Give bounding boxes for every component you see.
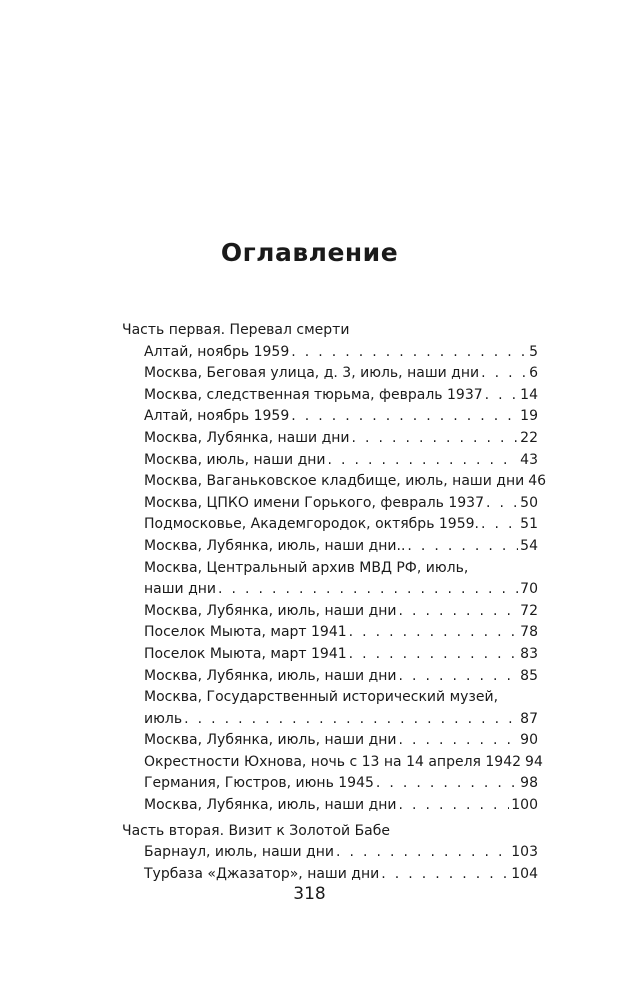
entry-title: Москва, Лубянка, июль, наши дни xyxy=(144,667,397,684)
toc-entry xyxy=(122,471,547,493)
toc-entry xyxy=(122,752,543,774)
entry-title: Москва, июль, наши дни xyxy=(144,451,326,468)
entry-page: 5 xyxy=(529,343,538,360)
entry-page: 78 xyxy=(520,624,538,641)
entry-title-line2: июль xyxy=(144,710,183,727)
toc-entry xyxy=(122,558,538,601)
entry-title: Германия, Гюстров, июнь 1945 xyxy=(144,775,374,792)
dot-leader xyxy=(399,730,519,752)
entry-page: 72 xyxy=(520,602,538,619)
entry-title: Москва, Лубянка, июль, наши дни xyxy=(144,797,397,814)
dot-leader xyxy=(218,579,518,601)
page-title: Оглавление xyxy=(220,238,399,267)
entry-title: Москва, Беговая улица, д. 3, июль, наши дни xyxy=(144,365,480,382)
toc-entry xyxy=(122,864,538,886)
entry-page: 90 xyxy=(520,732,538,749)
entry-page: 83 xyxy=(520,645,538,662)
entry-title: Москва, Лубянка, июль, наши дни.. xyxy=(144,537,406,554)
toc-entry xyxy=(122,601,538,623)
dot-leader xyxy=(291,342,527,364)
entry-title-line2: наши дни xyxy=(144,581,217,598)
dot-leader xyxy=(381,864,509,886)
dot-leader xyxy=(407,536,518,558)
toc-part-1 xyxy=(122,320,547,817)
toc-entry xyxy=(122,687,538,730)
entry-page: 50 xyxy=(520,494,538,511)
entry-title: Турбаза «Джазатор», наши дни xyxy=(144,865,380,882)
page-number: 318 xyxy=(293,884,326,904)
entry-title: Алтай, ноябрь 1959 xyxy=(144,408,290,425)
toc-entry xyxy=(122,730,538,752)
dot-leader xyxy=(184,709,518,731)
entry-page: 98 xyxy=(520,775,538,792)
dot-leader xyxy=(336,842,509,864)
entry-title: Москва, Лубянка, июль, наши дни xyxy=(144,602,397,619)
entry-page: 19 xyxy=(520,408,538,425)
part-title: Часть вторая. Визит к Золотой Бабе xyxy=(122,822,391,839)
toc-entry xyxy=(122,842,538,864)
entry-title: Москва, Государственный исторический музей, xyxy=(144,689,499,706)
part-title: Часть первая. Перевал смерти xyxy=(122,322,350,338)
entry-title: Москва, Ваганьковское кладбище, июль, наши дни xyxy=(144,473,525,490)
toc-entry xyxy=(122,773,538,795)
dot-leader xyxy=(328,450,519,472)
dot-leader xyxy=(399,601,519,623)
entry-page: 87 xyxy=(520,710,538,727)
toc-entry xyxy=(122,795,538,817)
entry-page: 14 xyxy=(520,386,538,403)
entry-title: Подмосковье, Академгородок, октябрь 1959. xyxy=(144,516,479,533)
entry-page: 43 xyxy=(520,451,538,468)
toc-entry xyxy=(122,363,538,385)
toc-entry xyxy=(122,493,538,515)
entry-title: Алтай, ноябрь 1959 xyxy=(144,343,290,360)
entry-title: Москва, ЦПКО имени Горького, февраль 1937 xyxy=(144,494,484,511)
entry-continuation xyxy=(144,709,538,731)
dot-leader xyxy=(481,363,527,385)
entry-page: 54 xyxy=(520,537,538,554)
entry-title: Барнаул, июль, наши дни xyxy=(144,844,334,861)
toc-entry xyxy=(122,644,538,666)
entry-title: Москва, Лубянка, наши дни xyxy=(144,429,350,446)
entry-title: Москва, Лубянка, июль, наши дни xyxy=(144,732,397,749)
entry-page: 51 xyxy=(520,516,538,533)
dot-leader xyxy=(399,666,519,688)
entry-title: Поселок Мыюта, март 1941 xyxy=(144,645,347,662)
entry-page: 46 xyxy=(528,473,547,490)
entry-continuation xyxy=(144,579,538,601)
dot-leader xyxy=(481,514,518,536)
dot-leader xyxy=(291,406,518,428)
entry-page: 104 xyxy=(511,865,538,882)
dot-leader xyxy=(399,795,510,817)
toc-entry xyxy=(122,514,538,536)
toc-entry xyxy=(122,385,538,407)
toc-entry xyxy=(122,536,538,558)
entry-page: 85 xyxy=(520,667,538,684)
entry-page: 103 xyxy=(511,844,538,861)
entry-page: 94 xyxy=(525,753,543,770)
entry-page: 6 xyxy=(529,365,538,382)
table-of-contents xyxy=(122,318,547,885)
toc-part-2 xyxy=(122,821,538,886)
entry-title: Поселок Мыюта, март 1941 xyxy=(144,624,347,641)
toc-entry xyxy=(122,406,538,428)
toc-entry xyxy=(122,450,538,472)
entry-page: 22 xyxy=(520,429,538,446)
dot-leader xyxy=(352,428,519,450)
dot-leader xyxy=(349,622,519,644)
entry-title: Москва, следственная тюрьма, февраль 1937 xyxy=(144,386,483,403)
dot-leader xyxy=(376,773,518,795)
toc-entry xyxy=(122,342,538,364)
toc-entry xyxy=(122,622,538,644)
dot-leader xyxy=(485,385,519,407)
entry-page: 100 xyxy=(511,797,538,814)
dot-leader xyxy=(349,644,519,666)
toc-entry xyxy=(122,428,538,450)
toc-entry xyxy=(122,666,538,688)
entry-title: Окрестности Юхнова, ночь с 13 на 14 апреля 1942 xyxy=(144,753,522,770)
entry-page: 70 xyxy=(520,581,538,598)
entry-title: Москва, Центральный архив МВД РФ, июль, xyxy=(144,559,469,576)
dot-leader xyxy=(486,493,518,515)
